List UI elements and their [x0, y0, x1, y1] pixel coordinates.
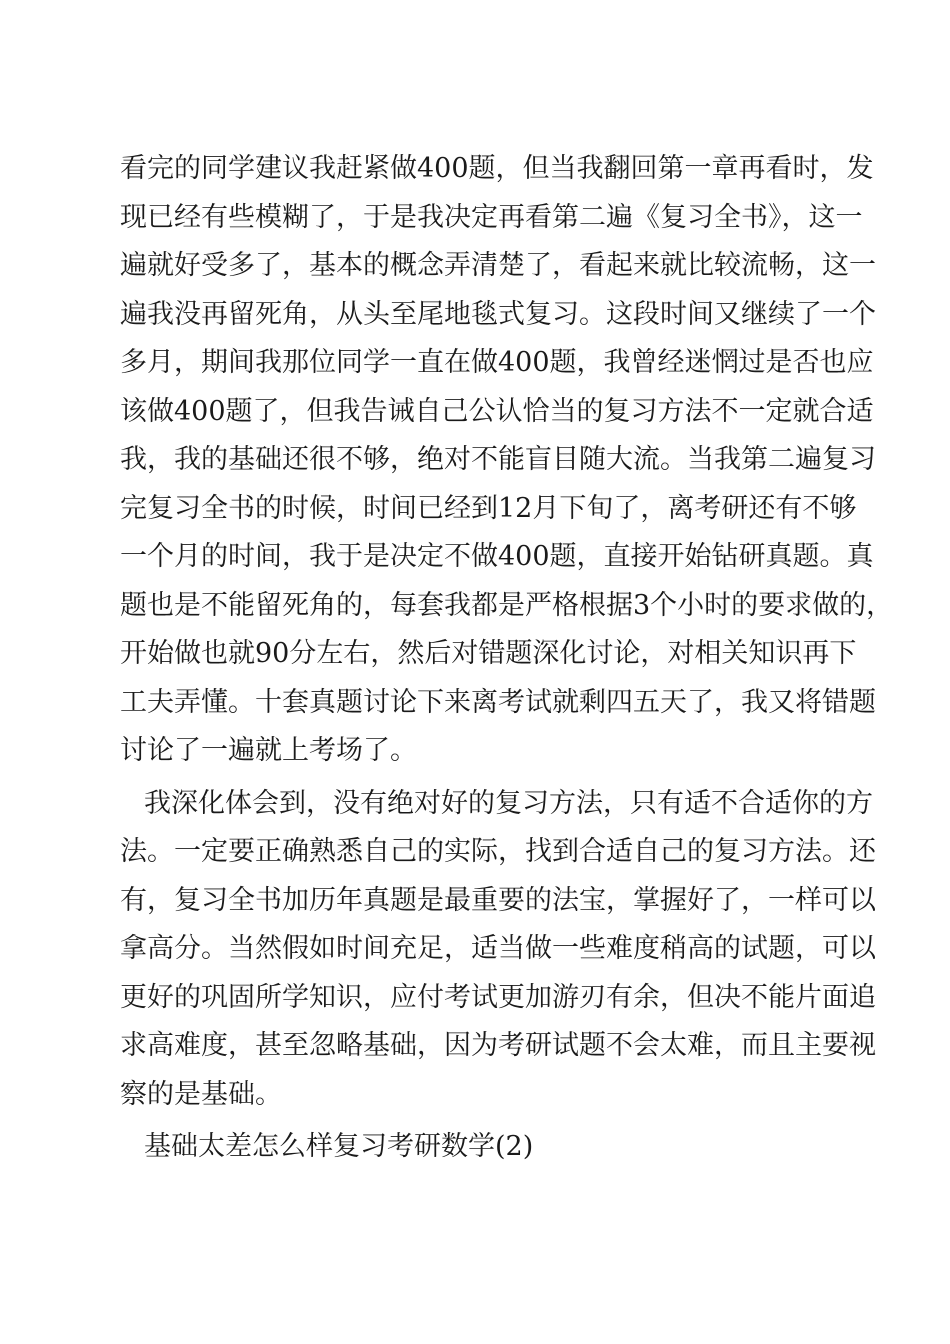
text-line: 完复习全书的时候，时间已经到12月下旬了，离考研还有不够	[120, 492, 857, 524]
text-line: 拿高分。当然假如时间充足，适当做一些难度稍高的试题，可以	[120, 933, 876, 964]
section-heading: 基础太差怎么样复习考研数学(2)	[144, 1131, 534, 1162]
text-line: 讨论了一遍就上考场了。	[120, 735, 417, 766]
text-line: 我，我的基础还很不够，绝对不能盲目随大流。当我第二遍复习	[120, 444, 876, 475]
text-line: 多月，期间我那位同学一直在做400题，我曾经迷惘过是否也应	[120, 347, 874, 378]
text-line: 一个月的时间，我于是决定不做400题，直接开始钻研真题。真	[120, 541, 874, 572]
text-line: 看完的同学建议我赶紧做400题，但当我翻回第一章再看时，发	[120, 153, 874, 184]
text-line: 遍我没再留死角，从头至尾地毯式复习。这段时间又继续了一个	[120, 298, 876, 330]
text-line: 开始做也就90分左右，然后对错题深化讨论，对相关知识再下	[120, 638, 857, 669]
text-line: 工夫弄懂。十套真题讨论下来离考试就剩四五天了，我又将错题	[120, 686, 876, 718]
text-line: 察的是基础。	[120, 1078, 282, 1110]
text-line: 该做400题了，但我告诫自己公认恰当的复习方法不一定就合适	[120, 395, 874, 427]
paragraph-2	[120, 780, 876, 1120]
document-body	[120, 145, 894, 1172]
paragraph-1	[120, 145, 894, 776]
text-line: 法。一定要正确熟悉自己的实际，找到合适自己的复习方法。还	[120, 836, 876, 867]
text-line: 求高难度，甚至忽略基础，因为考研试题不会太难，而且主要视	[120, 1030, 876, 1061]
text-line: 现已经有些模糊了，于是我决定再看第二遍《复习全书》，这一	[120, 201, 863, 233]
text-line: 遍就好受多了，基本的概念弄清楚了，看起来就比较流畅，这一	[120, 250, 876, 281]
text-line: 有，复习全书加历年真题是最重要的法宝，掌握好了，一样可以	[120, 884, 876, 916]
text-line: 更好的巩固所学知识，应付考试更加游刃有余，但决不能片面追	[120, 981, 876, 1013]
text-line: 我深化体会到，没有绝对好的复习方法，只有适不合适你的方	[144, 787, 873, 819]
text-line: 题也是不能留死角的，每套我都是严格根据3个小时的要求做的，	[120, 589, 894, 621]
